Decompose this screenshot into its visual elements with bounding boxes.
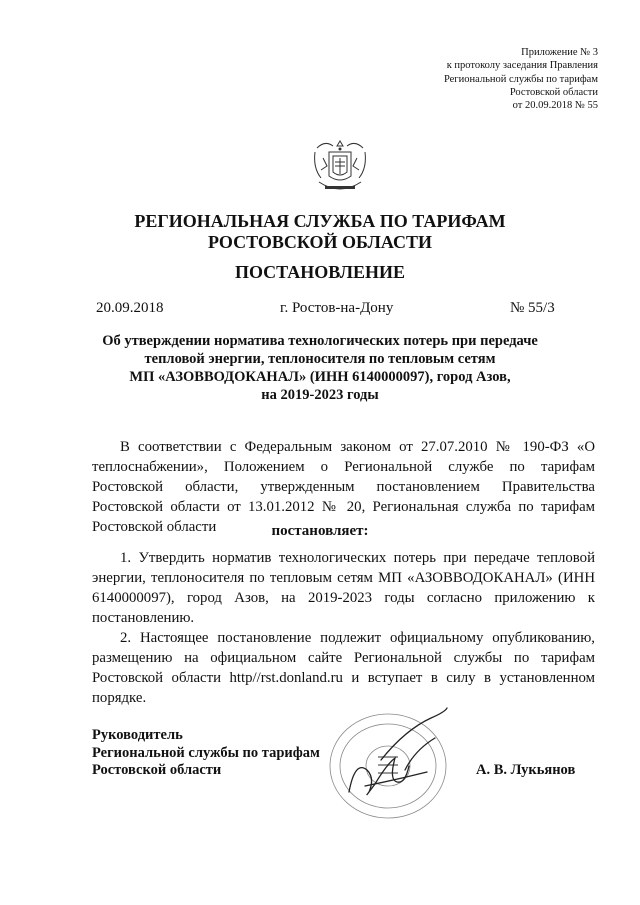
signatory-title-line: Ростовской области: [92, 762, 222, 778]
coat-of-arms-icon: [311, 138, 369, 200]
preamble-paragraph: В соответствии с Федеральным законом от 27.07.2010 № 190-ФЗ «О теплоснабжении», Положением о Региональной службе по тарифам Ростовской области, утвержденным постановлением Правительства Ростовской области от 13.01.2012 № 20, Региональная служба по тарифам Ростовской области: [92, 439, 595, 535]
document-number: № 55/3: [510, 300, 555, 316]
signatory-title-line: Руководитель: [92, 727, 183, 743]
document-city: г. Ростов-на-Дону: [280, 300, 394, 316]
appendix-line: Приложение № 3: [521, 47, 598, 58]
document-type: ПОСТАНОВЛЕНИЕ: [234, 262, 406, 282]
signatory-name: А. В. Лукьянов: [476, 762, 576, 778]
resolution-item-2: 2. Настоящее постановление подлежит официальному опубликованию, размещению на официальном сайте Региональной службы по тарифам Ростовской области http//rst.donland.ru и вступает в силу в установленном порядке.: [92, 630, 595, 706]
appendix-line: Ростовской области: [509, 86, 598, 98]
resolves-heading: постановляет:: [271, 523, 369, 539]
subject-line: МП «АЗОВВОДОКАНАЛ» (ИНН 6140000097), город Азов,: [129, 369, 511, 385]
org-name-line2: РОСТОВСКОЙ ОБЛАСТИ: [208, 232, 432, 252]
document-date: 20.09.2018: [96, 300, 164, 316]
document-subject: [0, 332, 640, 404]
appendix-line: от 20.09.2018 № 55: [512, 100, 598, 112]
appendix-line: к протоколу заседания Правления: [446, 60, 598, 72]
signatory-title: [92, 727, 320, 780]
org-name-line1: РЕГИОНАЛЬНАЯ СЛУЖБА ПО ТАРИФАМ: [134, 211, 506, 231]
signature-autograph: [335, 700, 455, 810]
appendix-note: [444, 46, 598, 112]
resolution-item-1: 1. Утвердить норматив технологических потерь при передаче тепловой энергии, теплоносителя по тепловым сетям МП «АЗОВВОДОКАНАЛ» (ИНН 6140000097), город Азов, на 2019-2023 годы согласно приложению к постановлению.: [92, 550, 595, 626]
appendix-line: Региональной службы по тарифам: [443, 73, 598, 85]
subject-line: тепловой энергии, теплоносителя по тепловым сетям: [144, 351, 496, 367]
signatory-title-line: Региональной службы по тарифам: [92, 744, 320, 761]
subject-line: Об утверждении норматива технологических потерь при передаче: [102, 333, 538, 349]
subject-line: на 2019-2023 годы: [261, 387, 379, 403]
